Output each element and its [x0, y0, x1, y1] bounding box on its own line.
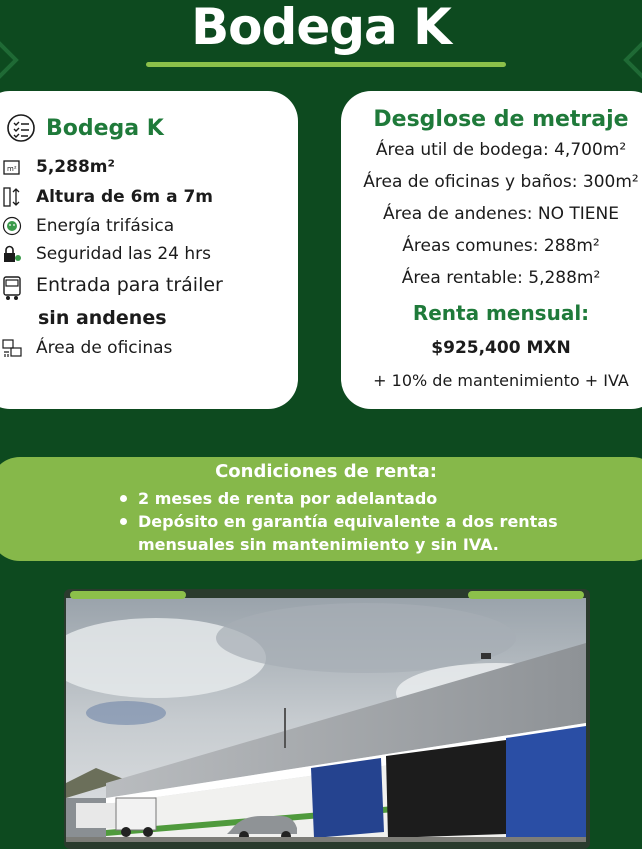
- rent-value: $925,400 MXN: [431, 338, 571, 358]
- page-title: Bodega K: [191, 0, 451, 56]
- breakdown-card: [341, 91, 642, 409]
- feature-office: [2, 338, 172, 358]
- svg-text:m²: m²: [7, 165, 17, 173]
- title-underline: [146, 62, 506, 67]
- feature-trailer: [2, 274, 223, 296]
- feature-docks: [38, 307, 167, 329]
- breakdown-title: Desglose de metraje: [373, 107, 629, 132]
- feature-area: [2, 157, 115, 177]
- features-title: Bodega K: [46, 115, 164, 141]
- rent-label: Renta mensual:: [412, 301, 590, 325]
- lock-icon: [2, 244, 22, 264]
- photo-corner-accent-right: [468, 591, 584, 599]
- feature-trailer-text: Entrada para tráiler: [36, 274, 223, 296]
- breakdown-line: Área util de bodega: 4,700m²: [375, 140, 627, 160]
- condition-item: 2 meses de renta por adelantado: [118, 487, 558, 510]
- condition-item: Depósito en garantía equivalente a dos rentas mensuales sin mantenimiento y sin IVA.: [118, 510, 558, 556]
- area-m2-icon: [2, 157, 22, 177]
- features-header: [6, 113, 164, 143]
- office-icon: [2, 338, 22, 358]
- features-card: [0, 91, 298, 409]
- rent-note: + 10% de mantenimiento + IVA: [373, 371, 629, 390]
- feature-power: [2, 216, 174, 236]
- conditions-banner: [0, 457, 642, 561]
- breakdown-line: Áreas comunes: 288m²: [402, 236, 600, 256]
- feature-office-text: Área de oficinas: [36, 338, 173, 358]
- feature-docks-text: sin andenes: [38, 307, 167, 329]
- photo-corner-accent-left: [70, 591, 186, 599]
- breakdown-line: Área de andenes: NO TIENE: [383, 204, 619, 224]
- checklist-icon: [6, 113, 36, 143]
- height-icon: [2, 187, 22, 207]
- conditions-title: Condiciones de renta:: [215, 461, 437, 482]
- feature-area-text: 5,288m²: [36, 157, 115, 177]
- feature-power-text: Energía trifásica: [36, 216, 175, 236]
- feature-security: [2, 244, 211, 264]
- conditions-list: [118, 487, 558, 556]
- truck-icon: [2, 275, 22, 295]
- plug-icon: [2, 216, 22, 236]
- feature-height-text: Altura de 6m a 7m: [36, 187, 213, 207]
- feature-height: [2, 187, 213, 207]
- breakdown-line: Área de oficinas y baños: 300m²: [363, 172, 639, 192]
- feature-security-text: Seguridad las 24 hrs: [36, 244, 211, 264]
- breakdown-line: Área rentable: 5,288m²: [401, 268, 601, 288]
- warehouse-photo: [66, 598, 586, 842]
